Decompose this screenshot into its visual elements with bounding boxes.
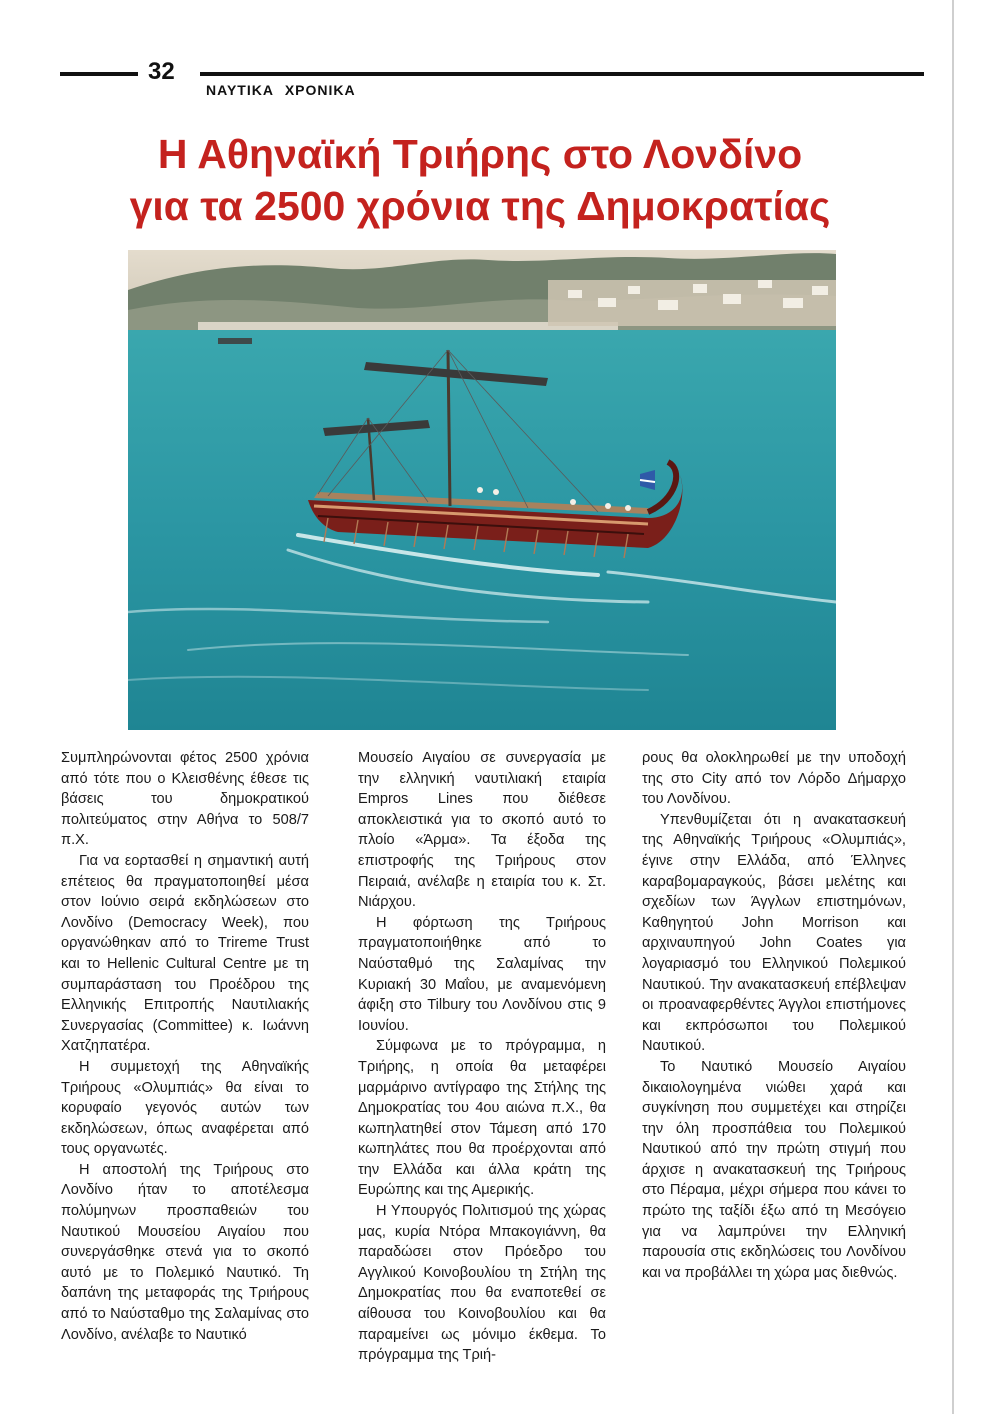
article-column-2 xyxy=(358,748,606,1366)
article-column-1 xyxy=(61,748,309,1345)
paragraph: Για να εορτασθεί η σημαντική αυτή επέτειος θα πραγματοποιηθεί μέσα στον Ιούνιο σειρά εκδηλώσεων στο Λονδίνο (Democracy Week), που οργανώθηκαν από το Trireme Trust και το Hellenic Cultural Centre με τη συμπαράσταση του Προέδρου της Ελληνικής Επιτροπής Ναυτιλιακής Συνεργασίας (Committee) κ. Ιωάννη Χατζηπατέρα. xyxy=(61,852,309,1055)
paragraph: Η αποστολή της Τριήρους στο Λονδίνο ήταν το αποτέλεσμα πολύμηνων προσπαθειών του Ναυτικού Μουσείου Αιγαίου που συνεργάσθηκε στενά για το σκοπό αυτό με το Πολεμικό Ναυτικό. Τη δαπάνη της μεταφοράς της Τριήρους από το Ναύσταθμο της Σαλαμίνας στο Λονδίνο, ανέλαβε το Ναυτικό xyxy=(61,1161,309,1343)
paragraph: Η συμμετοχή της Αθηναϊκής Τριήρους «Ολυμπιάς» θα είναι το κορυφαίο γεγονός αυτών των εκδηλώσεων, όπως αναφέρεται από τους οργανωτές. xyxy=(61,1058,309,1158)
header-rule xyxy=(200,72,924,76)
article-column-3 xyxy=(642,748,906,1283)
paragraph: Μουσείο Αιγαίου σε συνεργασία με την ελληνική ναυτιλιακή εταιρία Empros Lines που διέθεσε αποκλειστικά για το σκοπό αυτό το πλοίο «Άρμα». Τα έξοδα της επιστροφής της Τριήρους στον Πειραιά, ανέλαβε η εταιρία του κ. Στ. Νιάρχου. xyxy=(358,750,606,911)
title-line-1: Η Αθηναϊκή Τριήρης στο Λονδίνο xyxy=(157,131,803,177)
paragraph: Σύμφωνα με το πρόγραμμα, η Τριήρης, η οποία θα μεταφέρει μαρμάρινο αντίγραφο της Στήλης της Δημοκρατίας του 4ου αιώνα π.Χ., θα κωπηλατηθεί στον Τάμεση από 170 κωπηλάτες που θα προέρχονται από την Ελλάδα και άλλα κράτη της Ευρώπης και της Αμερικής. xyxy=(358,1038,606,1199)
title-line-2: για τα 2500 χρόνια της Δημοκρατίας xyxy=(129,183,831,229)
paragraph: Υπενθυμίζεται ότι η ανακατασκευή της Αθηναϊκής Τριήρους «Ολυμπιάς», έγινε στην Ελλάδα, από Έλληνες καραβομαραγκούς, βάσει μελέτης και σχεδίων των Άγγλων επιστημόνων, Καθηγητού John Morrison και αρχιναυπηγού John Coates για λογαριασμό του Ελληνικού Πολεμικού Ναυτικού. Την ανακατασκευή επέβλεψαν οι προαναφερθέντες Άγγλοι επιστήμονες και εκπρόσωποι του Πολεμικού Ναυτικού. xyxy=(642,811,906,1055)
distant-boat xyxy=(218,338,252,344)
header-rule xyxy=(60,72,138,76)
trireme-photo-image xyxy=(128,250,836,730)
trireme-photo xyxy=(128,250,836,730)
page-number: 32 xyxy=(148,58,175,85)
paragraph: Η Υπουργός Πολιτισμού της χώρας μας, κυρία Ντόρα Μπακογιάννη, θα παραδώσει στον Πρόεδρο του Αγγλικού Κοινοβουλίου τη Στήλη της Δημοκρατίας που θα εναποτεθεί σε αίθουσα του Κοινοβουλίου και θα παραμείνει ως μόνιμο έκθεμα. Το πρόγραμμα της Τριή- xyxy=(358,1203,606,1364)
paragraph: Η φόρτωση της Τριήρους πραγματοποιήθηκε από το Ναύσταθμό της Σαλαμίνας την Κυριακή 30 Μαΐου, με αναμενόμενη άφιξη στο Tilbury του Λονδίνου στις 9 Ιουνίου. xyxy=(358,914,606,1034)
page-edge xyxy=(952,0,954,1414)
paragraph: Το Ναυτικό Μουσείο Αιγαίου δικαιολογημένα νιώθει χαρά και συγκίνηση που συμμετέχει και στηρίζει την όλη προσπάθεια του Πολεμικού Ναυτικού από την πρώτη στιγμή που άρχισε η ανακατασκευή της Τριήρους στο Πέραμα, μέχρι σήμερα που κάνει το πρώτο της ταξίδι έξω από τη Μεσόγειο για να λαμπρύνει την Ελληνική παρουσία στις εκδηλώσεις του Λονδίνου και να προβάλλει τη χώρα μας διεθνώς. xyxy=(642,1058,906,1281)
paragraph: ρους θα ολοκληρωθεί με την υποδοχή της στο City από τον Λόρδο Δήμαρχο του Λονδίνου. xyxy=(642,750,906,808)
article-title xyxy=(60,128,900,232)
magazine-name: ΝΑΥΤΙΚΑ ΧΡΟΝΙΚΑ xyxy=(206,82,356,98)
paragraph: Συμπληρώνονται φέτος 2500 χρόνια από τότε που ο Κλεισθένης έθεσε τις βάσεις του δημοκρατικού πολιτεύματος στην Αθήνα το 508/7 π.Χ. xyxy=(61,750,309,849)
